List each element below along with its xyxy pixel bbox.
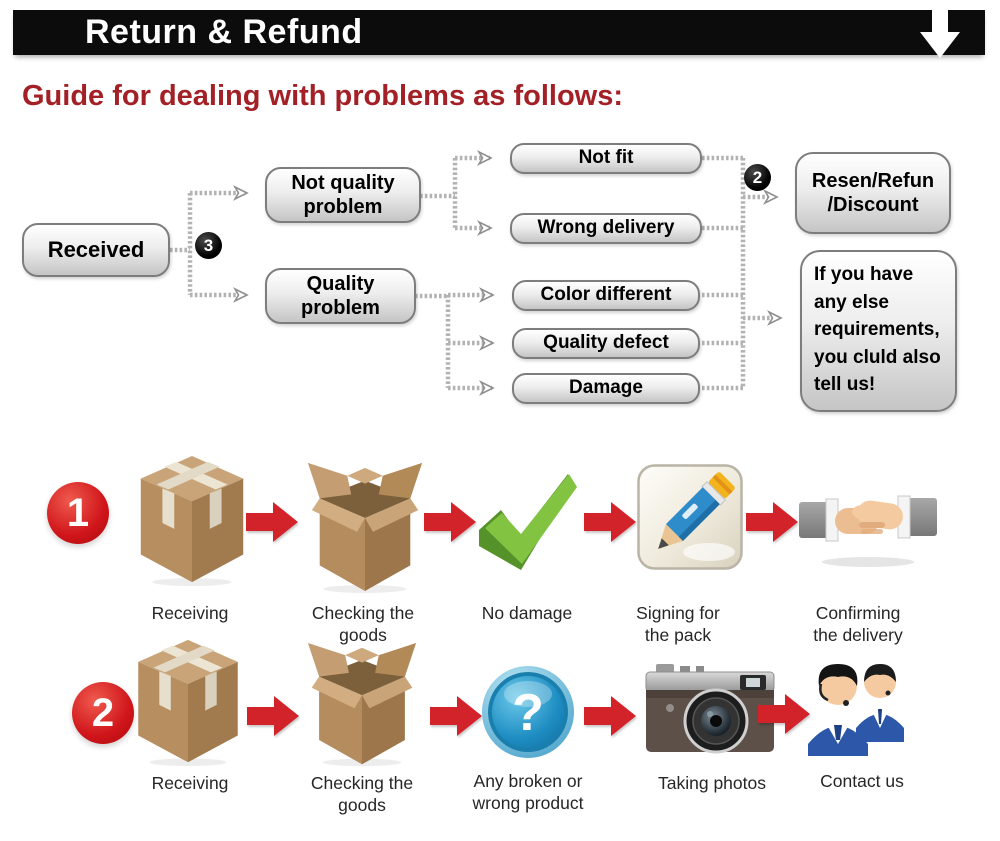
flowchart-node-wrong-delivery: Wrong delivery bbox=[510, 213, 702, 244]
flowchart-node-quality-defect: Quality defect bbox=[512, 328, 700, 359]
flowchart-node-note: If you have any else requirements, you cluld also tell us! bbox=[800, 250, 957, 412]
page-title: Return & Refund bbox=[85, 13, 363, 51]
red-arrow-icon bbox=[584, 694, 636, 738]
merge-count-badge: 2 bbox=[744, 164, 771, 191]
red-arrow-icon bbox=[247, 694, 299, 738]
question-glyph: ? bbox=[512, 684, 544, 742]
step-label: Checking the goods bbox=[311, 603, 415, 646]
step-label: Confirming the delivery bbox=[813, 603, 903, 646]
red-arrow-icon bbox=[430, 694, 482, 738]
red-arrow-icon bbox=[246, 500, 298, 544]
step-label: Receiving bbox=[151, 773, 229, 793]
red-arrow-icon bbox=[746, 500, 798, 544]
flowchart-node-resolution: Resen/Refun /Discount bbox=[795, 152, 951, 234]
step-label: Receiving bbox=[151, 603, 229, 623]
flowchart-node-received: Received bbox=[22, 223, 170, 277]
red-arrow-icon bbox=[584, 500, 636, 544]
handshake-icon bbox=[799, 472, 937, 568]
open-box-icon bbox=[297, 630, 427, 768]
row-1-number-badge: 1 bbox=[47, 482, 109, 544]
red-arrow-icon bbox=[424, 500, 476, 544]
step-label: No damage bbox=[481, 603, 573, 623]
people-icon bbox=[798, 652, 922, 756]
question-icon bbox=[480, 664, 576, 760]
closed-box-icon bbox=[130, 452, 254, 588]
step-label: Contact us bbox=[820, 771, 904, 791]
flowchart-node-not-fit: Not fit bbox=[510, 143, 702, 174]
step-label: Taking photos bbox=[658, 773, 766, 793]
intro-heading: Guide for dealing with problems as follows: bbox=[22, 80, 623, 112]
flowchart-node-color-different: Color different bbox=[512, 280, 700, 311]
row-2-number-badge: 2 bbox=[72, 682, 134, 744]
check-icon bbox=[471, 466, 583, 578]
flowchart-node-not-quality-problem: Not quality problem bbox=[265, 167, 421, 223]
split-count-badge: 3 bbox=[195, 232, 222, 259]
step-label: Checking the goods bbox=[310, 773, 414, 816]
closed-box-icon bbox=[126, 636, 250, 768]
step-label: Any broken or wrong product bbox=[472, 771, 584, 814]
flowchart-node-quality-problem: Quality problem bbox=[265, 268, 416, 324]
flowchart-node-damage: Damage bbox=[512, 373, 700, 404]
down-arrow-icon bbox=[920, 10, 960, 58]
open-box-icon bbox=[300, 448, 430, 596]
pencil-icon bbox=[637, 464, 743, 570]
step-label: Signing for the pack bbox=[636, 603, 720, 646]
